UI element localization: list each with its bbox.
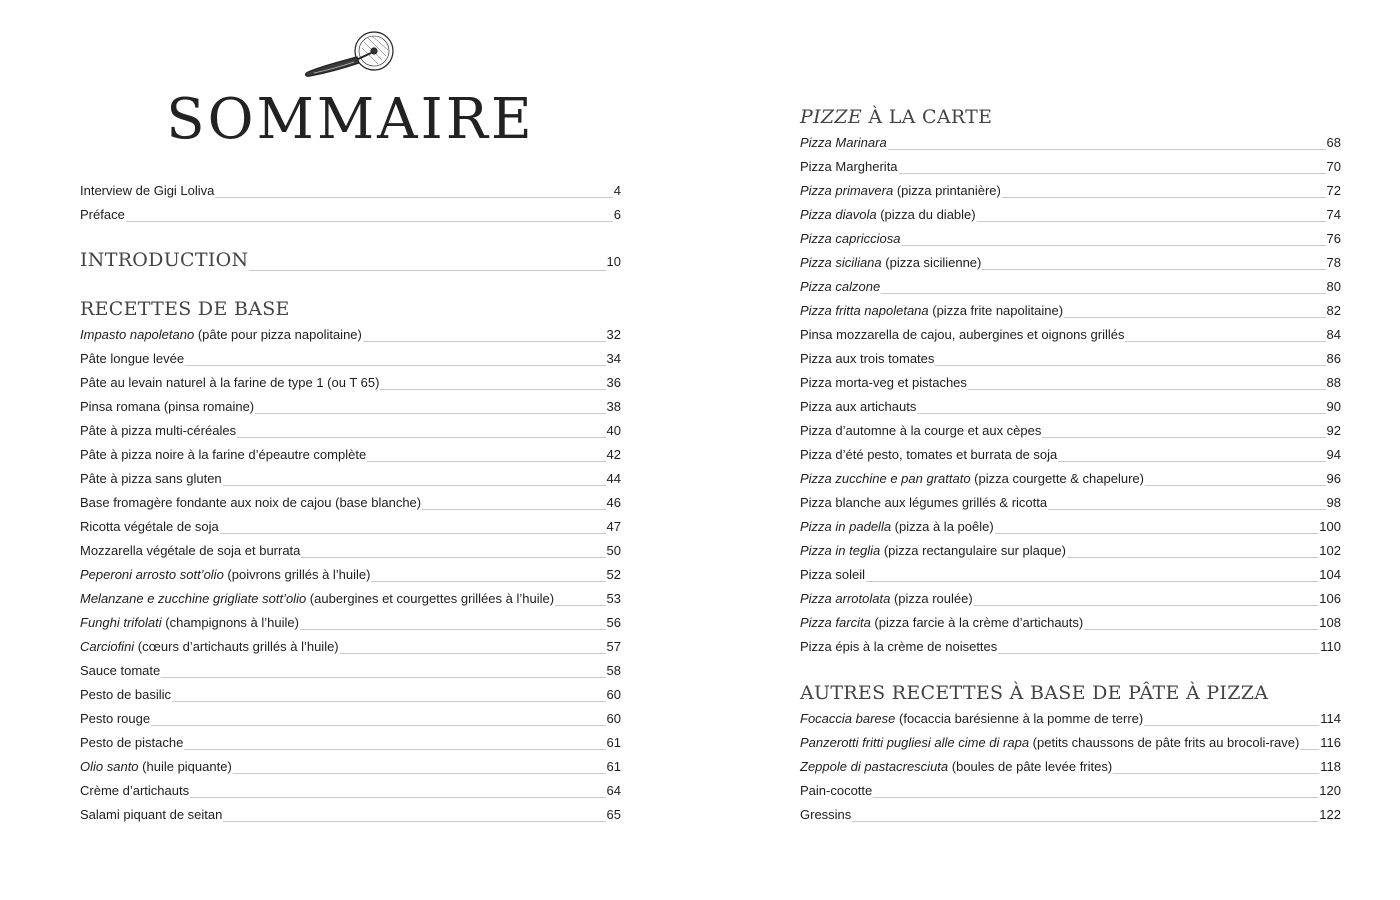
toc-entry-italic-title: Pizza diavola — [800, 207, 877, 222]
page-number: 92 — [1326, 423, 1341, 438]
page-number: 88 — [1326, 375, 1341, 390]
dot-leader — [873, 797, 1318, 798]
toc-entry[interactable] — [80, 205, 621, 225]
page-number: 114 — [1320, 711, 1341, 726]
dot-leader — [363, 341, 606, 342]
toc-entry[interactable] — [80, 469, 621, 489]
dot-leader — [1144, 725, 1319, 726]
toc-entry-label — [800, 349, 934, 369]
page-number: 42 — [606, 447, 621, 462]
toc-entry[interactable] — [80, 181, 621, 201]
toc-entry[interactable] — [800, 133, 1341, 153]
toc-entry-text: Base fromagère fondante aux noix de cajou (base blanche) — [80, 495, 422, 510]
dot-leader — [1042, 437, 1325, 438]
toc-entry[interactable] — [800, 589, 1341, 609]
page-number: 61 — [606, 759, 621, 774]
toc-entry[interactable] — [80, 757, 621, 777]
dot-leader — [223, 821, 605, 822]
dot-leader — [917, 413, 1325, 414]
page-number: 10 — [606, 254, 621, 269]
toc-entry-italic-title: Impasto napoletano — [80, 327, 195, 342]
toc-entry[interactable] — [80, 445, 621, 465]
page-number: 50 — [606, 543, 621, 558]
toc-entry[interactable] — [800, 709, 1341, 729]
page-number: 122 — [1319, 807, 1341, 822]
dot-leader — [1048, 509, 1325, 510]
page-number: 6 — [613, 207, 621, 222]
toc-entry-text: Salami piquant de seitan — [80, 807, 223, 822]
dot-leader — [215, 197, 612, 198]
toc-entry-label — [800, 637, 997, 657]
toc-entry-label — [80, 685, 171, 705]
toc-entry[interactable] — [800, 805, 1341, 825]
dot-leader — [852, 821, 1318, 822]
toc-entry[interactable] — [800, 493, 1341, 513]
toc-entry[interactable] — [80, 613, 621, 633]
toc-entry-label — [800, 781, 872, 801]
page-number: 106 — [1319, 591, 1341, 606]
dot-leader — [172, 701, 605, 702]
toc-entry-label — [800, 805, 851, 825]
page-number: 86 — [1326, 351, 1341, 366]
dot-leader — [1145, 485, 1326, 486]
dot-leader — [899, 173, 1326, 174]
toc-entry-text: (pizza sicilienne) — [881, 255, 982, 270]
toc-entry-italic-title: Pizza capricciosa — [800, 231, 901, 246]
toc-entry-text: Pâte à pizza multi-céréales — [80, 423, 237, 438]
dot-leader — [1113, 773, 1319, 774]
toc-entry[interactable] — [800, 397, 1341, 417]
toc-entry-italic-title: Pizza in padella — [800, 519, 892, 534]
toc-entry[interactable] — [80, 421, 621, 441]
section-heading-recettes-de-base: RECETTES DE BASE — [80, 298, 290, 320]
toc-entry-label — [80, 205, 125, 225]
dot-leader — [220, 533, 606, 534]
toc-entry-label — [80, 757, 232, 777]
toc-entry-italic-title: Pizza arrotolata — [800, 591, 891, 606]
dot-leader — [968, 389, 1326, 390]
toc-entry[interactable] — [800, 229, 1341, 249]
dot-leader — [1064, 317, 1325, 318]
toc-entry[interactable] — [80, 397, 621, 417]
toc-entry[interactable] — [800, 277, 1341, 297]
toc-entry-text: (pizza du diable) — [876, 207, 976, 222]
page-number: 116 — [1320, 735, 1341, 750]
dot-leader — [1067, 557, 1318, 558]
page-number: 72 — [1326, 183, 1341, 198]
toc-entry-label — [800, 709, 1143, 729]
toc-entry-text: Pizza aux trois tomates — [800, 351, 935, 366]
toc-entry-label — [80, 493, 421, 513]
page-number: 78 — [1326, 255, 1341, 270]
toc-entry[interactable] — [80, 373, 621, 393]
toc-entry[interactable] — [800, 613, 1341, 633]
toc-entry[interactable] — [80, 781, 621, 801]
dot-leader — [974, 605, 1319, 606]
toc-entry[interactable] — [800, 301, 1341, 321]
dot-leader — [371, 581, 605, 582]
dot-leader — [233, 773, 606, 774]
toc-entry-label — [80, 181, 214, 201]
toc-entry-text: Pain-cocotte — [800, 783, 873, 798]
toc-entry-text: (huile piquante) — [138, 759, 232, 774]
toc-entry-label — [800, 157, 898, 177]
toc-entry-label — [800, 733, 1299, 753]
section-heading-introduction: INTRODUCTION — [80, 249, 249, 271]
page-number: 68 — [1326, 135, 1341, 150]
page-number: 94 — [1326, 447, 1341, 462]
toc-entry-label — [800, 757, 1112, 777]
dot-leader — [998, 653, 1319, 654]
toc-entry[interactable] — [800, 205, 1341, 225]
dot-leader — [301, 557, 605, 558]
page-number: 38 — [606, 399, 621, 414]
dot-leader — [977, 221, 1326, 222]
toc-entry[interactable] — [800, 325, 1341, 345]
toc-entry-label — [800, 205, 976, 225]
toc-entry-text: Pizza aux artichauts — [800, 399, 917, 414]
toc-entry-label — [80, 397, 254, 417]
dot-leader — [161, 677, 605, 678]
page-number: 90 — [1326, 399, 1341, 414]
toc-entry-label — [80, 565, 370, 585]
toc-entry-italic-title: Melanzane e zucchine grigliate sott’olio — [80, 591, 307, 606]
toc-entry-label — [80, 325, 362, 345]
toc-entry-label — [80, 709, 150, 729]
toc-entry[interactable] — [800, 757, 1341, 777]
page-number: 64 — [606, 783, 621, 798]
toc-entry-italic-title: Pizza fritta napoletana — [800, 303, 929, 318]
toc-entry-label — [800, 517, 994, 537]
toc-entry-italic-title: Panzerotti fritti pugliesi alle cime di rapa — [800, 735, 1030, 750]
toc-entry[interactable] — [80, 661, 621, 681]
toc-entry[interactable] — [80, 709, 621, 729]
page-number: 118 — [1320, 759, 1341, 774]
toc-entry[interactable] — [800, 421, 1341, 441]
toc-entry[interactable] — [80, 733, 621, 753]
toc-entry[interactable] — [80, 565, 621, 585]
toc-entry-italic-title: Funghi trifolati — [80, 615, 162, 630]
page-number: 4 — [613, 183, 621, 198]
toc-entry-text: (pizza à la poêle) — [891, 519, 994, 534]
dot-leader — [995, 533, 1319, 534]
toc-entry[interactable] — [800, 517, 1341, 537]
toc-entry-italic-title: Pizza in teglia — [800, 543, 881, 558]
toc-entry-label — [800, 373, 967, 393]
dot-leader — [367, 461, 605, 462]
toc-entry-text: Pizza blanche aux légumes grillés & ricotta — [800, 495, 1048, 510]
dot-leader — [249, 270, 605, 271]
toc-entry-label — [80, 805, 222, 825]
toc-entry-label — [800, 181, 1001, 201]
toc-entry-text: (pizza farcie à la crème d’artichauts) — [870, 615, 1084, 630]
page-number: 120 — [1319, 783, 1341, 798]
page-number: 44 — [606, 471, 621, 486]
dot-leader — [151, 725, 605, 726]
page-number: 96 — [1326, 471, 1341, 486]
toc-entry-italic-title: Pizza zucchine e pan grattato — [800, 471, 971, 486]
toc-entry-text: (cœurs d’artichauts grillés à l’huile) — [134, 639, 339, 654]
page-number: 32 — [606, 327, 621, 342]
toc-entry-label — [80, 589, 554, 609]
toc-entry-text: Préface — [80, 207, 125, 222]
toc-entry-italic-title: Pizza calzone — [800, 279, 881, 294]
toc-entry-text: Pâte au levain naturel à la farine de type 1 (ou T 65) — [80, 375, 380, 390]
section-heading-pizze-a-la-carte — [800, 104, 1341, 130]
toc-entry-italic-title: Peperoni arrosto sott’olio — [80, 567, 224, 582]
dot-leader — [982, 269, 1325, 270]
toc-entry-italic-title: Pizza siciliana — [800, 255, 882, 270]
toc-entry-italic-title: Zeppole di pastacresciuta — [800, 759, 949, 774]
dot-leader — [422, 509, 605, 510]
page-number: 100 — [1319, 519, 1341, 534]
dot-leader — [190, 797, 605, 798]
toc-entry-label — [800, 541, 1066, 561]
toc-entry-text: Ricotta végétale de soja — [80, 519, 219, 534]
toc-entry-text: Pizza épis à la crème de noisettes — [800, 639, 998, 654]
toc-entry-text: Pesto de basilic — [80, 687, 172, 702]
dot-leader — [184, 749, 605, 750]
dot-leader — [223, 485, 606, 486]
toc-entry-text: Pâte à pizza sans gluten — [80, 471, 222, 486]
toc-entry-text: (petits chaussons de pâte frits au brocoli-rave) — [1029, 735, 1300, 750]
toc-entry-italic-title: Pizza Marinara — [800, 135, 887, 150]
toc-entry[interactable] — [80, 637, 621, 657]
toc-entry-label — [80, 733, 183, 753]
section-heading-autres-recettes: AUTRES RECETTES À BASE DE PÂTE À PIZZA — [800, 682, 1269, 704]
toc-entry[interactable] — [80, 685, 621, 705]
dot-leader — [555, 605, 605, 606]
toc-entry[interactable] — [800, 445, 1341, 465]
dot-leader — [1002, 197, 1326, 198]
toc-entry-italic-title: Pizza farcita — [800, 615, 871, 630]
dot-leader — [380, 389, 605, 390]
page-number: 47 — [606, 519, 621, 534]
toc-entry-label — [800, 325, 1124, 345]
toc-entry-text: Pinsa mozzarella de cajou, aubergines et oignons grillés — [800, 327, 1125, 342]
page-number: 60 — [606, 711, 621, 726]
toc-entry-label — [800, 253, 981, 273]
toc-entry-label — [80, 517, 219, 537]
toc-entry-label — [80, 349, 184, 369]
toc-entry[interactable] — [800, 349, 1341, 369]
toc-entry[interactable] — [800, 469, 1341, 489]
toc-entry-label — [800, 469, 1144, 489]
page-number: 60 — [606, 687, 621, 702]
dot-leader — [185, 365, 605, 366]
toc-entry-label — [800, 397, 916, 417]
page-number: 108 — [1319, 615, 1341, 630]
toc-entry-text: Pinsa romana (pinsa romaine) — [80, 399, 255, 414]
toc-entry-text: (pizza printanière) — [893, 183, 1001, 198]
toc-entry[interactable] — [800, 565, 1341, 585]
toc-entry-italic-title: Carciofini — [80, 639, 135, 654]
page-number: 58 — [606, 663, 621, 678]
toc-entry-text: (champignons à l’huile) — [161, 615, 299, 630]
toc-entry-text: Sauce tomate — [80, 663, 161, 678]
toc-entry-label — [80, 781, 189, 801]
toc-entry-text: Pizza d’été pesto, tomates et burrata de soja — [800, 447, 1058, 462]
page-number: 82 — [1326, 303, 1341, 318]
toc-entry[interactable] — [800, 781, 1341, 801]
toc-entry-text: (focaccia barésienne à la pomme de terre) — [895, 711, 1144, 726]
dot-leader — [866, 581, 1318, 582]
toc-entry-label — [80, 661, 160, 681]
page-number: 104 — [1319, 567, 1341, 582]
toc-entry-text: Pizza Margherita — [800, 159, 898, 174]
page-number: 74 — [1326, 207, 1341, 222]
toc-entry-label — [800, 613, 1083, 633]
page-number: 34 — [606, 351, 621, 366]
toc-entry-text: (aubergines et courgettes grillées à l’huile) — [306, 591, 555, 606]
toc-entry-label — [800, 445, 1057, 465]
toc-entry-text: Mozzarella végétale de soja et burrata — [80, 543, 301, 558]
toc-entry-text: Pâte longue levée — [80, 351, 185, 366]
page-number: 65 — [606, 807, 621, 822]
dot-leader — [255, 413, 605, 414]
dot-leader — [126, 221, 613, 222]
page-number: 46 — [606, 495, 621, 510]
page-number: 36 — [606, 375, 621, 390]
toc-entry-text: (pizza frite napolitaine) — [928, 303, 1064, 318]
toc-entry-label — [80, 541, 300, 561]
toc-entry[interactable] — [80, 325, 621, 345]
toc-entry-text: Crème d’artichauts — [80, 783, 190, 798]
toc-entry-label — [800, 229, 900, 249]
page-number: 102 — [1319, 543, 1341, 558]
page-number: 80 — [1326, 279, 1341, 294]
page-number: 57 — [606, 639, 621, 654]
toc-entry[interactable] — [800, 181, 1341, 201]
toc-entry-label — [800, 565, 865, 585]
dot-leader — [340, 653, 606, 654]
toc-entry-text: Pâte à pizza noire à la farine d’épeautre complète — [80, 447, 367, 462]
page-number: 61 — [606, 735, 621, 750]
toc-entry[interactable] — [800, 157, 1341, 177]
dot-leader — [1084, 629, 1318, 630]
pizza-cutter-icon — [302, 30, 396, 78]
page-number: 56 — [606, 615, 621, 630]
toc-entry-italic-title: Pizza primavera — [800, 183, 894, 198]
toc-entry[interactable] — [800, 253, 1341, 273]
toc-entry[interactable] — [800, 733, 1341, 753]
toc-entry-italic-title: Focaccia barese — [800, 711, 896, 726]
toc-entry-text: (pâte pour pizza napolitaine) — [194, 327, 362, 342]
toc-entry-label — [800, 589, 973, 609]
page-number: 76 — [1326, 231, 1341, 246]
toc-entry[interactable] — [80, 589, 621, 609]
page-number: 70 — [1326, 159, 1341, 174]
dot-leader — [935, 365, 1325, 366]
toc-entry[interactable] — [800, 541, 1341, 561]
dot-leader — [1125, 341, 1325, 342]
toc-entry-text: Pizza soleil — [800, 567, 866, 582]
dot-leader — [1058, 461, 1325, 462]
toc-entry-text: Interview de Gigi Loliva — [80, 183, 215, 198]
section-heading-rest: À LA CARTE — [862, 106, 993, 128]
dot-leader — [300, 629, 606, 630]
toc-entry-label — [800, 421, 1041, 441]
toc-entry[interactable] — [80, 517, 621, 537]
dot-leader — [881, 293, 1325, 294]
page-number: 84 — [1326, 327, 1341, 342]
toc-entry-label — [80, 613, 299, 633]
toc-entry-text: (poivrons grillés à l’huile) — [223, 567, 371, 582]
section-heading-italic: PIZZE — [800, 106, 863, 128]
toc-entry-label — [800, 301, 1063, 321]
toc-entry-text: (pizza courgette & chapelure) — [970, 471, 1144, 486]
toc-entry-label — [800, 277, 880, 297]
toc-entry-text: (boules de pâte levée frites) — [948, 759, 1113, 774]
toc-entry-text: (pizza rectangulaire sur plaque) — [880, 543, 1066, 558]
toc-entry[interactable] — [80, 541, 621, 561]
dot-leader — [1300, 749, 1319, 750]
toc-entry[interactable] — [80, 493, 621, 513]
page-number: 40 — [606, 423, 621, 438]
toc-entry-text: Pesto rouge — [80, 711, 151, 726]
toc-entry-text: Pizza d’automne à la courge et aux cèpes — [800, 423, 1042, 438]
toc-entry[interactable] — [80, 349, 621, 369]
toc-entry-text: Pizza morta-veg et pistaches — [800, 375, 967, 390]
dot-leader — [901, 245, 1325, 246]
toc-entry-label — [80, 445, 366, 465]
dot-leader — [888, 149, 1326, 150]
toc-entry-label — [800, 493, 1047, 513]
page-number: 98 — [1326, 495, 1341, 510]
toc-entry-label — [80, 469, 222, 489]
toc-entry[interactable] — [800, 637, 1341, 657]
toc-entry-label — [800, 133, 887, 153]
page-number: 110 — [1320, 639, 1341, 654]
toc-entry-label — [80, 421, 236, 441]
toc-entry-text: Gressins — [800, 807, 852, 822]
dot-leader — [237, 437, 605, 438]
toc-entry[interactable] — [800, 373, 1341, 393]
toc-entry-text: Pesto de pistache — [80, 735, 184, 750]
page-number: 53 — [606, 591, 621, 606]
toc-entry[interactable] — [80, 805, 621, 825]
toc-entry-label — [80, 373, 379, 393]
toc-entry-italic-title: Olio santo — [80, 759, 139, 774]
toc-entry-label — [80, 637, 339, 657]
page-number: 52 — [606, 567, 621, 582]
toc-entry-introduction[interactable] — [80, 249, 621, 275]
page-title: SOMMAIRE — [166, 87, 535, 152]
toc-entry-text: (pizza roulée) — [890, 591, 973, 606]
